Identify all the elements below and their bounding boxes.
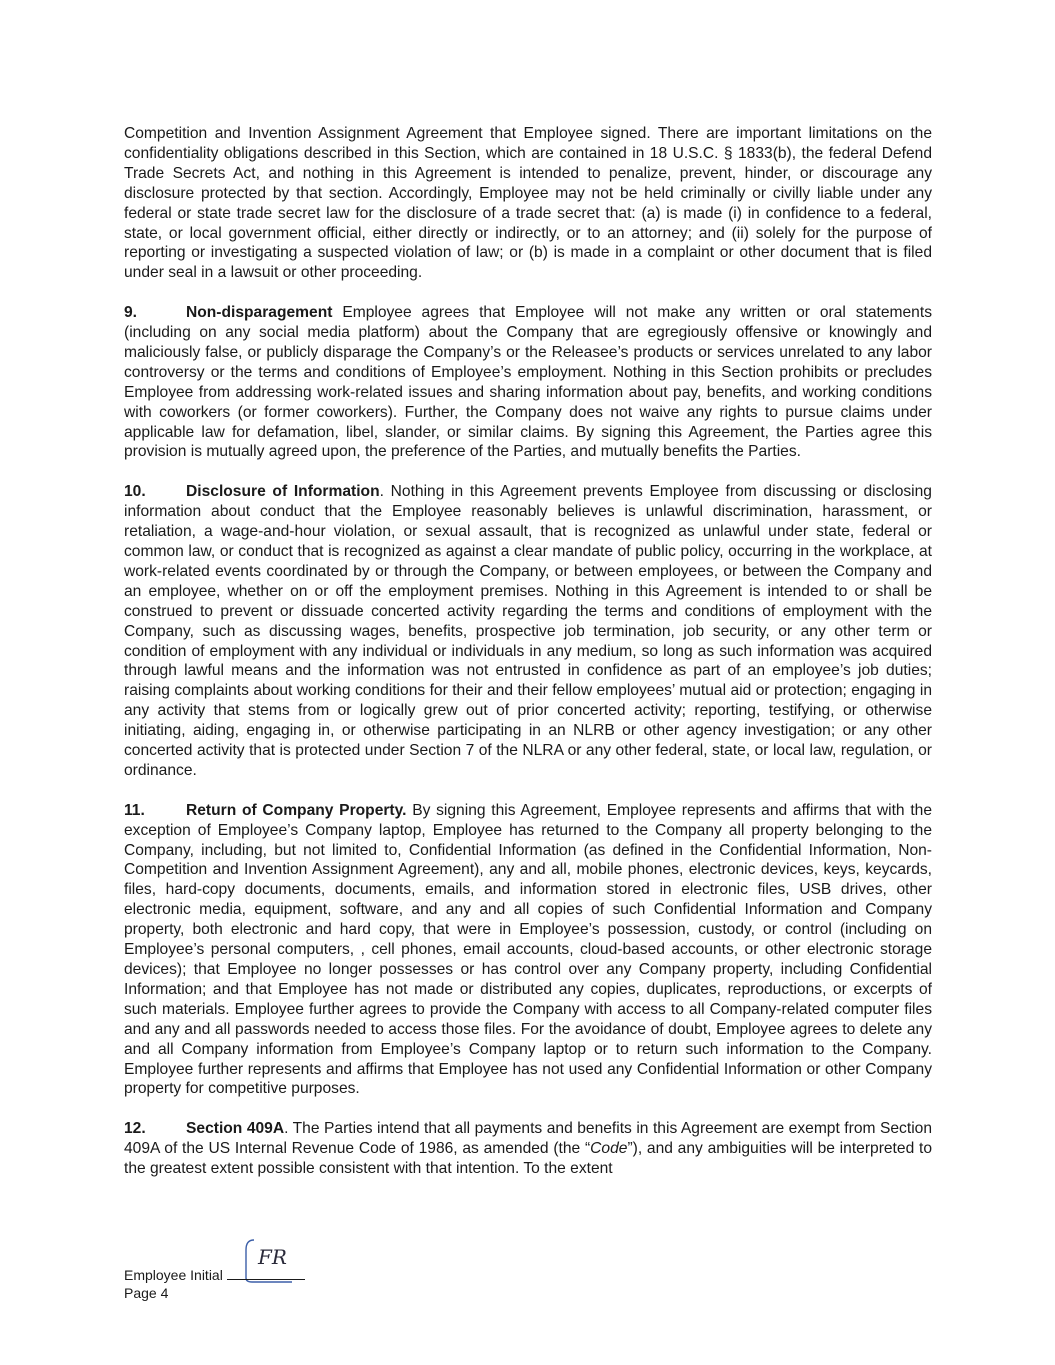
paragraph-text: By signing this Agreement, Employee represents and affirms that with the exception of Employee’s Company laptop, Employee has returned to the Company all property belonging to the Company, including, but not limited to, Confidential Information (as defined in the Confidential Information, Non-Competition and Invention Assignment Agreement), any and all, mobile phones, electronic devices, keys, keycards, files, hard-copy documents, documents, emails, and information stored in electronic files, USB drives, other electronic media, equipment, software, and any and all copies of such Confidential Information and Company property, both electronic and hard copy, that were in Employee’s possession, custody, or control (including on Employee’s personal computers, , cell phones, email accounts, cloud-based accounts, or other electronic storage devices); that Employee no longer possesses or has control over any Company property, including Confidential Information; and that Employee has not made or distributed any copies, duplicates, reproductions, or excerpts of such materials. Employee further agrees to provide the Company with access to all Company-related computer files and any and all passwords needed to access those files. For the avoidance of doubt, Employee agrees to delete any and all Company information from Employee’s Company laptop or to return such information to the Company. Employee further represents and affirms that Employee has not used any Confidential Information or other Company property for competitive purposes. <box>124 801 932 1098</box>
paragraph-confidentiality-continued <box>124 124 932 283</box>
employee-initial-label: Employee Initial <box>124 1267 223 1283</box>
paragraph-disclosure-of-information <box>124 482 932 781</box>
page-number: Page 4 <box>124 1285 169 1301</box>
section-number: 11. <box>124 801 145 819</box>
paragraph-text: . The Parties intend that all payments and benefits in this Agreement are exempt from Section 409A of the US Internal Revenue Code of 1986, as amended (the “ <box>124 1120 932 1158</box>
document-body <box>124 124 932 1199</box>
section-number: 12. <box>124 1120 146 1138</box>
paragraph-text: Competition and Invention Assignment Agreement that Employee signed. There are important limitations on the confidentiality obligations described in this Section, which are contained in 18 U.S.C. § 1833(b), the federal Defend Trade Secrets Act, and nothing in this Agreement is intended to penalize, prevent, hinder, or discourage any disclosure protected by that section. Accordingly, Employee may not be held criminally or civilly liable under any federal or state trade secret law for the disclosure of a trade secret that: (a) is made (i) in confidence to a federal, state, or local government official, either directly or indirectly, or to an attorney; and (ii) solely for the purpose of reporting or investigating a suspected violation of law; or (b) is made in a complaint or other document that is filed under seal in a lawsuit or other proceeding. <box>124 125 932 282</box>
paragraph-section-409a <box>124 1119 932 1179</box>
section-heading: Non-disparagement <box>186 304 333 322</box>
paragraph-text: Employee agrees that Employee will not make any written or oral statements (including on any social media platform) about the Company that are egregiously offensive or knowingly and maliciously false, or publicly disparage the Company’s or the Releasee’s products or services unrelated to any labor controversy or the terms and conditions of Employee’s employment. Nothing in this Section prohibits or precludes Employee from addressing work-related issues and sharing information about pay, benefits, and working conditions with coworkers (or former coworkers). Further, the Company does not waive any rights to pursue claims under applicable law for defamation, libel, slander, or similar claims. By signing this Agreement, the Parties agree this provision is mutually agreed upon, the preference of the Parties, and mutually benefits the Parties. <box>124 304 932 461</box>
employee-initials: FR <box>258 1245 287 1269</box>
section-number: 9. <box>124 304 138 322</box>
section-heading: Section 409A <box>186 1120 285 1138</box>
section-heading: Return of Company Property. <box>186 801 407 819</box>
paragraph-non-disparagement <box>124 303 932 462</box>
initial-underline <box>227 1267 305 1280</box>
section-number: 10. <box>124 483 146 501</box>
paragraph-text: . Nothing in this Agreement prevents Employee from discussing or disclosing information about conduct that the Employee reasonably believes is unlawful discrimination, harassment, or retaliation, a wage-and-hour violation, or sexual assault, that is recognized as unlawful under state, federal or common law, or conduct that is recognized as against a clear mandate of public policy, occurring in the workplace, at work-related events coordinated by or through the Company, or between employees, or between the Company and an employee, whether on or off the employment premises. Nothing in this Agreement is intended to or shall be construed to prevent or dissuade concerted activity regarding the terms and conditions of employment with the Company, such as discussing wages, benefits, prospective job termination, job security, or any other term or condition of employment with any individual or individuals in any medium, so long as such information was acquired through lawful means and the information was not entrusted in confidence as part of an employee’s job duties; raising complaints about working conditions for their and their fellow employees’ mutual aid or protection; engaging in any activity that stems from or logically grew out of prior concerted activity; reporting, testifying, or otherwise initiating, aiding, engaging in, or otherwise participating in an NLRB or other agency investigation; or any other concerted activity that is protected under Section 7 of the NLRA or any other federal, state, or local law, regulation, or ordinance. <box>124 483 932 779</box>
employee-initial-line <box>124 1266 305 1284</box>
paragraph-text-continued: ”), and any ambiguities will be interpreted to the greatest extent possible consistent with that intention. To the extent <box>124 1140 932 1178</box>
section-heading: Disclosure of Information <box>186 483 380 501</box>
page-footer <box>124 1266 305 1302</box>
defined-term: Code <box>590 1140 628 1158</box>
paragraph-return-of-company-property <box>124 801 932 1100</box>
